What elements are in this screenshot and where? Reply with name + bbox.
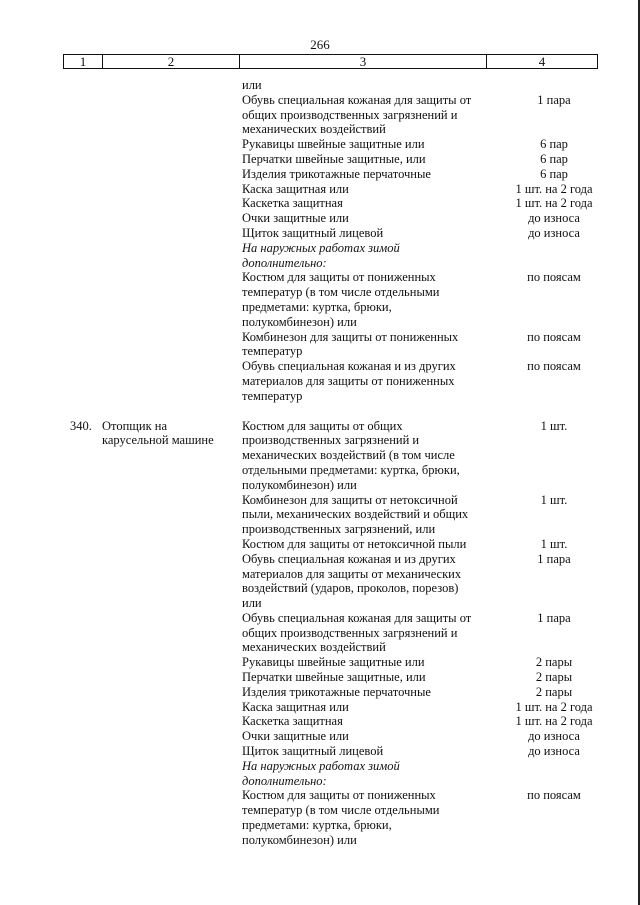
item-cell: общих производственных загрязнений и bbox=[242, 625, 458, 640]
quantity-cell bbox=[482, 389, 626, 404]
header-col-4: 4 bbox=[486, 55, 597, 68]
quantity-cell bbox=[482, 478, 626, 493]
row-number bbox=[70, 714, 102, 729]
quantity-cell bbox=[482, 315, 626, 330]
profession-cell bbox=[102, 640, 242, 655]
profession-cell bbox=[102, 700, 242, 715]
item-cell: Перчатки швейные защитные, или bbox=[242, 670, 426, 685]
row-number bbox=[70, 137, 102, 152]
profession-cell bbox=[102, 344, 242, 359]
table-row bbox=[0, 285, 640, 300]
profession-cell bbox=[102, 596, 242, 611]
profession-cell bbox=[102, 611, 242, 626]
table-row bbox=[0, 241, 640, 256]
table-row bbox=[0, 700, 640, 715]
profession-cell bbox=[102, 744, 242, 759]
table-row bbox=[0, 389, 640, 404]
table-row bbox=[0, 270, 640, 285]
profession-cell bbox=[102, 108, 242, 123]
row-number bbox=[70, 774, 102, 789]
item-cell: Очки защитные или bbox=[242, 211, 349, 226]
quantity-cell: до износа bbox=[528, 225, 580, 240]
table-row bbox=[0, 522, 640, 537]
profession-cell bbox=[102, 626, 242, 641]
row-number bbox=[70, 788, 102, 803]
quantity-cell bbox=[482, 774, 626, 789]
quantity-cell: 1 пара bbox=[537, 610, 571, 625]
table-row bbox=[0, 655, 640, 670]
table-row bbox=[0, 714, 640, 729]
row-number bbox=[70, 167, 102, 182]
item-cell: производственных загрязнений и bbox=[242, 433, 420, 448]
profession-cell bbox=[102, 389, 242, 404]
quantity-cell bbox=[482, 256, 626, 271]
continued-entry bbox=[0, 78, 640, 404]
entry-340 bbox=[0, 419, 640, 848]
item-cell: Каска защитная или bbox=[242, 181, 349, 196]
table-row bbox=[0, 226, 640, 241]
row-number bbox=[70, 522, 102, 537]
row-number bbox=[70, 359, 102, 374]
row-number bbox=[70, 389, 102, 404]
table-row bbox=[0, 833, 640, 848]
row-number bbox=[70, 108, 102, 123]
quantity-cell bbox=[482, 108, 626, 123]
item-cell: воздействий (ударов, проколов, порезов) bbox=[242, 581, 459, 596]
row-number bbox=[70, 611, 102, 626]
row-number bbox=[70, 640, 102, 655]
profession-cell bbox=[102, 315, 242, 330]
row-number: 340. bbox=[70, 418, 92, 433]
item-cell: полукомбинезон) или bbox=[242, 832, 357, 847]
profession-cell bbox=[102, 714, 242, 729]
table-row bbox=[0, 670, 640, 685]
quantity-cell bbox=[482, 374, 626, 389]
row-number bbox=[70, 330, 102, 345]
quantity-cell: 6 пар bbox=[540, 151, 568, 166]
table-row bbox=[0, 122, 640, 137]
profession-cell bbox=[102, 818, 242, 833]
table-row bbox=[0, 374, 640, 389]
quantity-cell: 1 шт. на 2 года bbox=[515, 714, 593, 729]
table-row bbox=[0, 152, 640, 167]
item-cell: Костюм для защиты от пониженных bbox=[242, 270, 436, 285]
profession-cell bbox=[102, 567, 242, 582]
quantity-cell: по поясам bbox=[527, 788, 581, 803]
header-col-2: 2 bbox=[102, 55, 239, 68]
profession-cell bbox=[102, 478, 242, 493]
profession-cell bbox=[102, 211, 242, 226]
table-header bbox=[63, 54, 598, 69]
row-number bbox=[70, 729, 102, 744]
item-cell: температур bbox=[242, 388, 303, 403]
quantity-cell bbox=[482, 78, 626, 93]
profession-cell bbox=[102, 300, 242, 315]
item-cell: материалов для защиты от пониженных bbox=[242, 373, 455, 388]
quantity-cell: 2 пары bbox=[535, 684, 573, 699]
page-number: 266 bbox=[310, 37, 330, 52]
item-cell: температур (в том числе отдельными bbox=[242, 803, 440, 818]
quantity-cell bbox=[482, 522, 626, 537]
table-body bbox=[0, 78, 640, 848]
row-number bbox=[70, 700, 102, 715]
header-col-3: 3 bbox=[239, 55, 486, 68]
item-cell: дополнительно: bbox=[242, 773, 327, 788]
table-row bbox=[0, 507, 640, 522]
quantity-cell: по поясам bbox=[527, 329, 581, 344]
quantity-cell bbox=[482, 344, 626, 359]
row-number bbox=[70, 344, 102, 359]
item-cell: Обувь специальная кожаная для защиты от bbox=[242, 610, 472, 625]
item-cell: Перчатки швейные защитные, или bbox=[242, 151, 426, 166]
profession-cell bbox=[102, 78, 242, 93]
profession-cell bbox=[102, 788, 242, 803]
item-cell: материалов для защиты от механических bbox=[242, 566, 462, 581]
row-number bbox=[70, 448, 102, 463]
profession-cell bbox=[102, 463, 242, 478]
item-cell: полукомбинезон) или bbox=[242, 314, 357, 329]
table-row bbox=[0, 108, 640, 123]
quantity-cell: 2 пары bbox=[535, 670, 573, 685]
row-number bbox=[70, 226, 102, 241]
profession-cell bbox=[102, 685, 242, 700]
quantity-cell: до износа bbox=[528, 744, 580, 759]
table-row bbox=[0, 344, 640, 359]
quantity-cell bbox=[482, 463, 626, 478]
quantity-cell bbox=[482, 833, 626, 848]
row-number bbox=[70, 196, 102, 211]
table-row bbox=[0, 729, 640, 744]
table-row bbox=[0, 463, 640, 478]
row-number bbox=[70, 833, 102, 848]
profession-cell bbox=[102, 581, 242, 596]
quantity-cell bbox=[482, 759, 626, 774]
table-row bbox=[0, 211, 640, 226]
item-cell: дополнительно: bbox=[242, 255, 327, 270]
row-number bbox=[70, 93, 102, 108]
profession-cell bbox=[102, 670, 242, 685]
profession-cell bbox=[102, 448, 242, 463]
profession-cell bbox=[102, 759, 242, 774]
row-number bbox=[70, 152, 102, 167]
table-row bbox=[0, 581, 640, 596]
item-cell: Щиток защитный лицевой bbox=[242, 225, 384, 240]
row-number bbox=[70, 655, 102, 670]
item-cell: Костюм для защиты от общих bbox=[242, 418, 403, 433]
profession-cell bbox=[102, 241, 242, 256]
profession-cell bbox=[102, 226, 242, 241]
quantity-cell bbox=[482, 818, 626, 833]
item-cell: Рукавицы швейные защитные или bbox=[242, 137, 425, 152]
quantity-cell bbox=[482, 507, 626, 522]
profession-cell bbox=[102, 182, 242, 197]
profession-cell bbox=[102, 137, 242, 152]
table-row bbox=[0, 167, 640, 182]
item-cell: Изделия трикотажные перчаточные bbox=[242, 166, 431, 181]
profession-cell bbox=[102, 774, 242, 789]
profession-cell: карусельной машине bbox=[102, 433, 214, 448]
item-cell: пыли, механических воздействий и общих bbox=[242, 507, 469, 522]
quantity-cell bbox=[482, 300, 626, 315]
item-cell: Каскетка защитная bbox=[242, 196, 343, 211]
item-cell: Обувь специальная кожаная и из других bbox=[242, 359, 456, 374]
item-cell: На наружных работах зимой bbox=[242, 240, 400, 255]
table-row bbox=[0, 433, 640, 448]
quantity-cell bbox=[482, 448, 626, 463]
item-cell: Обувь специальная кожаная и из других bbox=[242, 551, 456, 566]
item-cell: Щиток защитный лицевой bbox=[242, 744, 384, 759]
table-row bbox=[0, 478, 640, 493]
quantity-cell: до износа bbox=[528, 211, 580, 226]
row-number bbox=[70, 478, 102, 493]
table-row bbox=[0, 300, 640, 315]
quantity-cell: 1 шт. bbox=[540, 536, 568, 551]
entry-gap bbox=[0, 404, 640, 419]
quantity-cell: 1 шт. на 2 года bbox=[515, 196, 593, 211]
row-number bbox=[70, 596, 102, 611]
item-cell: общих производственных загрязнений и bbox=[242, 107, 458, 122]
table-row bbox=[0, 315, 640, 330]
item-cell: или bbox=[242, 596, 262, 611]
item-cell: полукомбинезон) или bbox=[242, 477, 357, 492]
profession-cell bbox=[102, 256, 242, 271]
item-cell: механических воздействий (в том числе bbox=[242, 448, 455, 463]
profession-cell bbox=[102, 122, 242, 137]
profession-cell bbox=[102, 803, 242, 818]
table-row bbox=[0, 596, 640, 611]
table-row bbox=[0, 626, 640, 641]
quantity-cell: 1 шт. bbox=[540, 418, 568, 433]
quantity-cell: 1 шт. на 2 года bbox=[515, 181, 593, 196]
table-row bbox=[0, 685, 640, 700]
item-cell: температур (в том числе отдельными bbox=[242, 285, 440, 300]
quantity-cell: 1 шт. на 2 года bbox=[515, 699, 593, 714]
profession-cell bbox=[102, 270, 242, 285]
table-row bbox=[0, 640, 640, 655]
row-number bbox=[70, 818, 102, 833]
row-number bbox=[70, 433, 102, 448]
table-row bbox=[0, 448, 640, 463]
table-row bbox=[0, 611, 640, 626]
row-number bbox=[70, 374, 102, 389]
row-number bbox=[70, 552, 102, 567]
row-number bbox=[70, 122, 102, 137]
table-row bbox=[0, 818, 640, 833]
profession-cell bbox=[102, 359, 242, 374]
row-number bbox=[70, 182, 102, 197]
table-row bbox=[0, 330, 640, 345]
item-cell: Изделия трикотажные перчаточные bbox=[242, 684, 431, 699]
table-row bbox=[0, 567, 640, 582]
profession-cell bbox=[102, 552, 242, 567]
quantity-cell bbox=[482, 122, 626, 137]
header-col-1: 1 bbox=[79, 54, 87, 69]
item-cell: Костюм для защиты от нетоксичной пыли bbox=[242, 536, 467, 551]
table-row bbox=[0, 93, 640, 108]
table-row bbox=[0, 78, 640, 93]
row-number bbox=[70, 270, 102, 285]
row-number bbox=[70, 626, 102, 641]
table-row bbox=[0, 359, 640, 374]
quantity-cell bbox=[482, 803, 626, 818]
quantity-cell bbox=[482, 596, 626, 611]
quantity-cell bbox=[482, 581, 626, 596]
row-number bbox=[70, 256, 102, 271]
quantity-cell bbox=[482, 433, 626, 448]
table-row bbox=[0, 552, 640, 567]
quantity-cell: 2 пары bbox=[535, 655, 573, 670]
profession-cell bbox=[102, 167, 242, 182]
item-cell: или bbox=[242, 78, 262, 92]
row-number bbox=[70, 803, 102, 818]
table-row bbox=[0, 493, 640, 508]
profession-cell bbox=[102, 833, 242, 848]
table-row bbox=[0, 803, 640, 818]
row-number bbox=[70, 581, 102, 596]
table-row bbox=[0, 537, 640, 552]
table-row bbox=[0, 419, 640, 434]
profession-cell bbox=[102, 522, 242, 537]
table-row bbox=[0, 774, 640, 789]
profession-cell bbox=[102, 537, 242, 552]
quantity-cell bbox=[482, 285, 626, 300]
table-row bbox=[0, 256, 640, 271]
profession-cell bbox=[102, 93, 242, 108]
table-row bbox=[0, 182, 640, 197]
quantity-cell bbox=[482, 241, 626, 256]
row-number bbox=[70, 493, 102, 508]
quantity-cell bbox=[482, 626, 626, 641]
profession-cell bbox=[102, 655, 242, 670]
quantity-cell: 6 пар bbox=[540, 166, 568, 181]
quantity-cell: 1 шт. bbox=[540, 492, 568, 507]
item-cell: Каскетка защитная bbox=[242, 714, 343, 729]
row-number bbox=[70, 670, 102, 685]
profession-cell bbox=[102, 152, 242, 167]
row-number bbox=[70, 78, 102, 93]
table-row bbox=[0, 744, 640, 759]
table-row bbox=[0, 137, 640, 152]
profession-cell bbox=[102, 374, 242, 389]
quantity-cell bbox=[482, 567, 626, 582]
profession-cell bbox=[102, 285, 242, 300]
profession-cell bbox=[102, 507, 242, 522]
profession-cell bbox=[102, 729, 242, 744]
table-row bbox=[0, 759, 640, 774]
item-cell: механических воздействий bbox=[242, 122, 386, 137]
row-number bbox=[70, 744, 102, 759]
item-cell: Обувь специальная кожаная для защиты от bbox=[242, 92, 472, 107]
item-cell: механических воздействий bbox=[242, 640, 386, 655]
profession-cell bbox=[102, 196, 242, 211]
row-number bbox=[70, 463, 102, 478]
profession-cell bbox=[102, 493, 242, 508]
table-row bbox=[0, 788, 640, 803]
row-number bbox=[70, 315, 102, 330]
item-cell: Каска защитная или bbox=[242, 699, 349, 714]
row-number bbox=[70, 241, 102, 256]
quantity-cell: по поясам bbox=[527, 270, 581, 285]
row-number bbox=[70, 759, 102, 774]
item-cell: Комбинезон для защиты от нетоксичной bbox=[242, 492, 458, 507]
quantity-cell: 1 пара bbox=[537, 92, 571, 107]
row-number bbox=[70, 285, 102, 300]
row-number bbox=[70, 537, 102, 552]
item-cell: На наружных работах зимой bbox=[242, 758, 400, 773]
profession-cell: Отопщик на bbox=[102, 418, 168, 433]
item-cell: предметами: куртка, брюки, bbox=[242, 299, 392, 314]
item-cell: производственных загрязнений, или bbox=[242, 522, 436, 537]
item-cell: Комбинезон для защиты от пониженных bbox=[242, 329, 459, 344]
row-number bbox=[70, 507, 102, 522]
quantity-cell: 6 пар bbox=[540, 137, 568, 152]
quantity-cell: по поясам bbox=[527, 359, 581, 374]
row-number bbox=[70, 685, 102, 700]
profession-cell bbox=[102, 330, 242, 345]
item-cell: Костюм для защиты от пониженных bbox=[242, 788, 436, 803]
item-cell: Очки защитные или bbox=[242, 729, 349, 744]
row-number bbox=[70, 300, 102, 315]
item-cell: температур bbox=[242, 344, 303, 359]
quantity-cell bbox=[482, 640, 626, 655]
row-number bbox=[70, 567, 102, 582]
quantity-cell: до износа bbox=[528, 729, 580, 744]
item-cell: Рукавицы швейные защитные или bbox=[242, 655, 425, 670]
item-cell: предметами: куртка, брюки, bbox=[242, 818, 392, 833]
quantity-cell: 1 пара bbox=[537, 551, 571, 566]
row-number bbox=[70, 211, 102, 226]
table-row bbox=[0, 196, 640, 211]
item-cell: отдельными предметами: куртка, брюки, bbox=[242, 462, 460, 477]
